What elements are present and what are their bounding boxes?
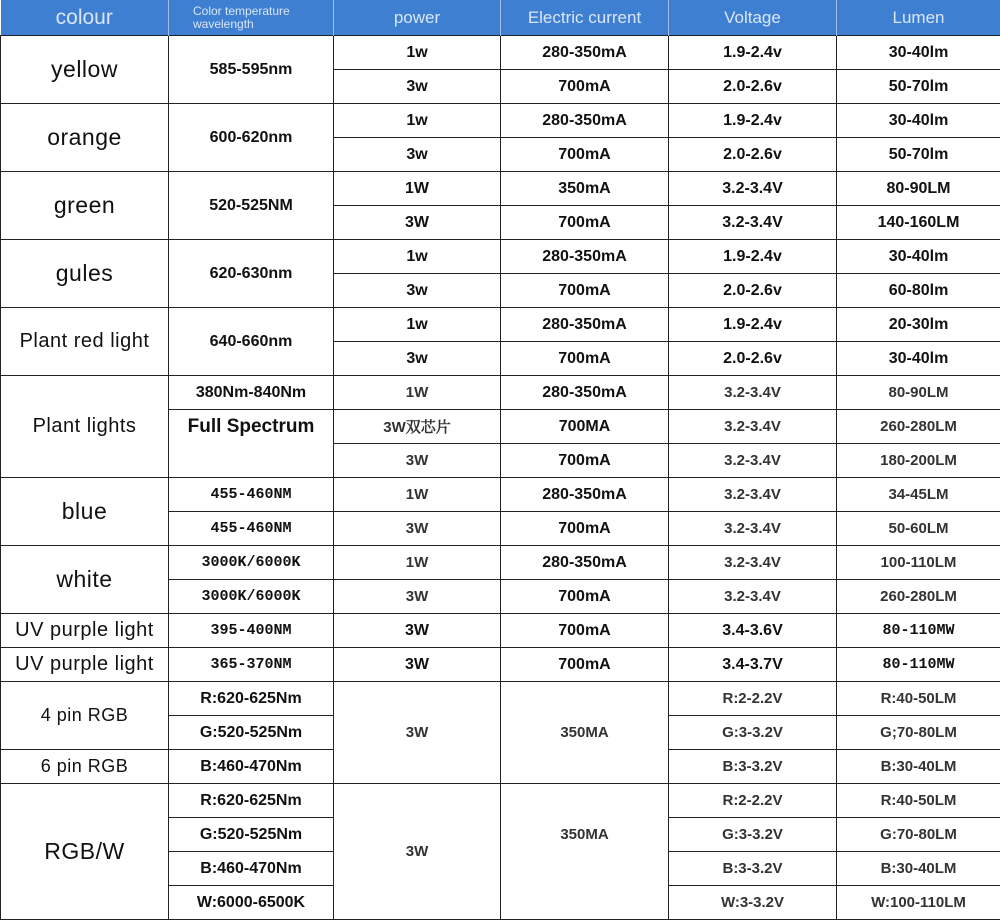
header-current: Electric current [501,0,669,36]
header-colour: colour [1,0,169,36]
power-cell: 3W [334,444,501,478]
table-row [1,36,1000,70]
wavelength-cell: G:520-525Nm [169,818,334,852]
table-row [1,648,1000,682]
current-cell: 350MA [501,784,669,920]
current-cell: 700mA [501,580,669,614]
colour-cell: RGB/W [1,784,169,920]
wavelength-cell: 3000K/6000K [169,580,334,614]
current-cell: 700mA [501,274,669,308]
lumen-cell: R:40-50LM [837,784,1000,818]
colour-cell: UV purple light [1,648,169,682]
header-voltage: Voltage [669,0,837,36]
voltage-cell: 3.2-3.4V [669,206,837,240]
current-cell: 350mA [501,172,669,206]
table-row [1,376,1000,410]
wavelength-cell: W:6000-6500K [169,886,334,920]
voltage-cell: 1.9-2.4v [669,36,837,70]
wavelength-cell: 620-630nm [169,240,334,308]
voltage-cell: B:3-3.2V [669,750,837,784]
power-cell: 3W [334,682,501,784]
current-cell: 700mA [501,648,669,682]
voltage-cell: 3.4-3.7V [669,648,837,682]
voltage-cell: 3.2-3.4V [669,376,837,410]
power-cell: 3W [334,512,501,546]
power-cell: 3W [334,580,501,614]
lumen-cell: 140-160LM [837,206,1000,240]
power-cell: 1W [334,546,501,580]
power-cell: 1w [334,104,501,138]
voltage-cell: 3.2-3.4V [669,478,837,512]
lumen-cell: B:30-40LM [837,852,1000,886]
current-cell: 700mA [501,614,669,648]
lumen-cell: 20-30lm [837,308,1000,342]
lumen-cell: 80-90LM [837,376,1000,410]
wavelength-cell: 3000K/6000K [169,546,334,580]
colour-cell: gules [1,240,169,308]
wavelength-cell: B:460-470Nm [169,852,334,886]
table-row [1,104,1000,138]
voltage-cell: 2.0-2.6v [669,138,837,172]
power-cell: 1w [334,36,501,70]
colour-cell: UV purple light [1,614,169,648]
colour-cell: green [1,172,169,240]
power-cell: 1W [334,172,501,206]
current-cell: 280-350mA [501,240,669,274]
wavelength-cell: 365-370NM [169,648,334,682]
current-cell: 350MA [501,682,669,784]
wavelength-cell: B:460-470Nm [169,750,334,784]
lumen-cell: 100-110LM [837,546,1000,580]
voltage-cell: 2.0-2.6v [669,274,837,308]
lumen-cell: W:100-110LM [837,886,1000,920]
current-cell: 280-350mA [501,478,669,512]
lumen-cell: R:40-50LM [837,682,1000,716]
voltage-cell: 2.0-2.6v [669,342,837,376]
lumen-cell: G;70-80LM [837,716,1000,750]
voltage-cell: 3.2-3.4V [669,580,837,614]
voltage-cell: 3.2-3.4V [669,512,837,546]
current-cell: 280-350mA [501,308,669,342]
current-cell: 280-350mA [501,376,669,410]
header-wavelength: Color temperature wavelength [169,0,334,36]
lumen-cell: 30-40lm [837,342,1000,376]
power-cell: 1w [334,308,501,342]
lumen-cell: 34-45LM [837,478,1000,512]
power-cell: 1W [334,478,501,512]
wavelength-cell: 520-525NM [169,172,334,240]
power-cell: 3W [334,784,501,920]
power-cell: 3w [334,70,501,104]
colour-cell: 6 pin RGB [1,750,169,784]
wavelength-cell: 640-660nm [169,308,334,376]
wavelength-cell: 380Nm-840Nm [169,376,334,410]
current-cell: 280-350mA [501,36,669,70]
power-cell: 3W [334,648,501,682]
header-power: power [334,0,501,36]
wavelength-cell: R:620-625Nm [169,784,334,818]
colour-cell: blue [1,478,169,546]
power-cell: 3w [334,274,501,308]
wavelength-cell: 395-400NM [169,614,334,648]
voltage-cell: B:3-3.2V [669,852,837,886]
voltage-cell: R:2-2.2V [669,682,837,716]
voltage-cell: 3.2-3.4V [669,546,837,580]
colour-cell: white [1,546,169,614]
power-cell: 1W [334,376,501,410]
voltage-cell: 3.4-3.6V [669,614,837,648]
lumen-cell: 80-110MW [837,614,1000,648]
current-cell: 700mA [501,70,669,104]
current-cell: 280-350mA [501,104,669,138]
header-lumen: Lumen [837,0,1000,36]
lumen-cell: 30-40lm [837,104,1000,138]
power-cell: 3W双芯片 [334,410,501,444]
table-row [1,240,1000,274]
current-cell: 700mA [501,206,669,240]
lumen-cell: B:30-40LM [837,750,1000,784]
voltage-cell: 3.2-3.4V [669,444,837,478]
lumen-cell: 30-40lm [837,36,1000,70]
current-cell: 700mA [501,138,669,172]
power-cell: 3W [334,614,501,648]
lumen-cell: 260-280LM [837,580,1000,614]
power-cell: 1w [334,240,501,274]
header-row [1,0,1000,36]
lumen-cell: 50-70lm [837,70,1000,104]
wavelength-cell: G:520-525Nm [169,716,334,750]
lumen-cell: 50-60LM [837,512,1000,546]
current-cell: 700mA [501,342,669,376]
colour-cell: Plant lights [1,376,169,478]
lumen-cell: G:70-80LM [837,818,1000,852]
power-cell: 3w [334,342,501,376]
wavelength-cell: 585-595nm [169,36,334,104]
colour-cell: orange [1,104,169,172]
table-row [1,682,1000,716]
table-row [1,308,1000,342]
voltage-cell: 3.2-3.4V [669,410,837,444]
colour-cell: Plant red light [1,308,169,376]
power-cell: 3W [334,206,501,240]
power-cell: 3w [334,138,501,172]
wavelength-cell: Full Spectrum [169,410,334,478]
wavelength-cell: 455-460NM [169,512,334,546]
lumen-cell: 260-280LM [837,410,1000,444]
voltage-cell: 1.9-2.4v [669,308,837,342]
wavelength-cell: R:620-625Nm [169,682,334,716]
colour-cell: yellow [1,36,169,104]
current-cell: 700mA [501,512,669,546]
voltage-cell: 1.9-2.4v [669,240,837,274]
table-row [1,614,1000,648]
table-row [1,546,1000,580]
table-row [1,478,1000,512]
lumen-cell: 80-90LM [837,172,1000,206]
lumen-cell: 50-70lm [837,138,1000,172]
lumen-cell: 30-40lm [837,240,1000,274]
wavelength-cell: 455-460NM [169,478,334,512]
voltage-cell: W:3-3.2V [669,886,837,920]
voltage-cell: G:3-3.2V [669,818,837,852]
current-cell: 700MA [501,410,669,444]
voltage-cell: 2.0-2.6v [669,70,837,104]
voltage-cell: R:2-2.2V [669,784,837,818]
lumen-cell: 80-110MW [837,648,1000,682]
table-row [1,784,1000,818]
voltage-cell: 3.2-3.4V [669,172,837,206]
current-cell: 280-350mA [501,546,669,580]
table-row [1,172,1000,206]
voltage-cell: G:3-3.2V [669,716,837,750]
lumen-cell: 180-200LM [837,444,1000,478]
current-cell: 700mA [501,444,669,478]
lumen-cell: 60-80lm [837,274,1000,308]
wavelength-cell: 600-620nm [169,104,334,172]
voltage-cell: 1.9-2.4v [669,104,837,138]
colour-cell: 4 pin RGB [1,682,169,750]
